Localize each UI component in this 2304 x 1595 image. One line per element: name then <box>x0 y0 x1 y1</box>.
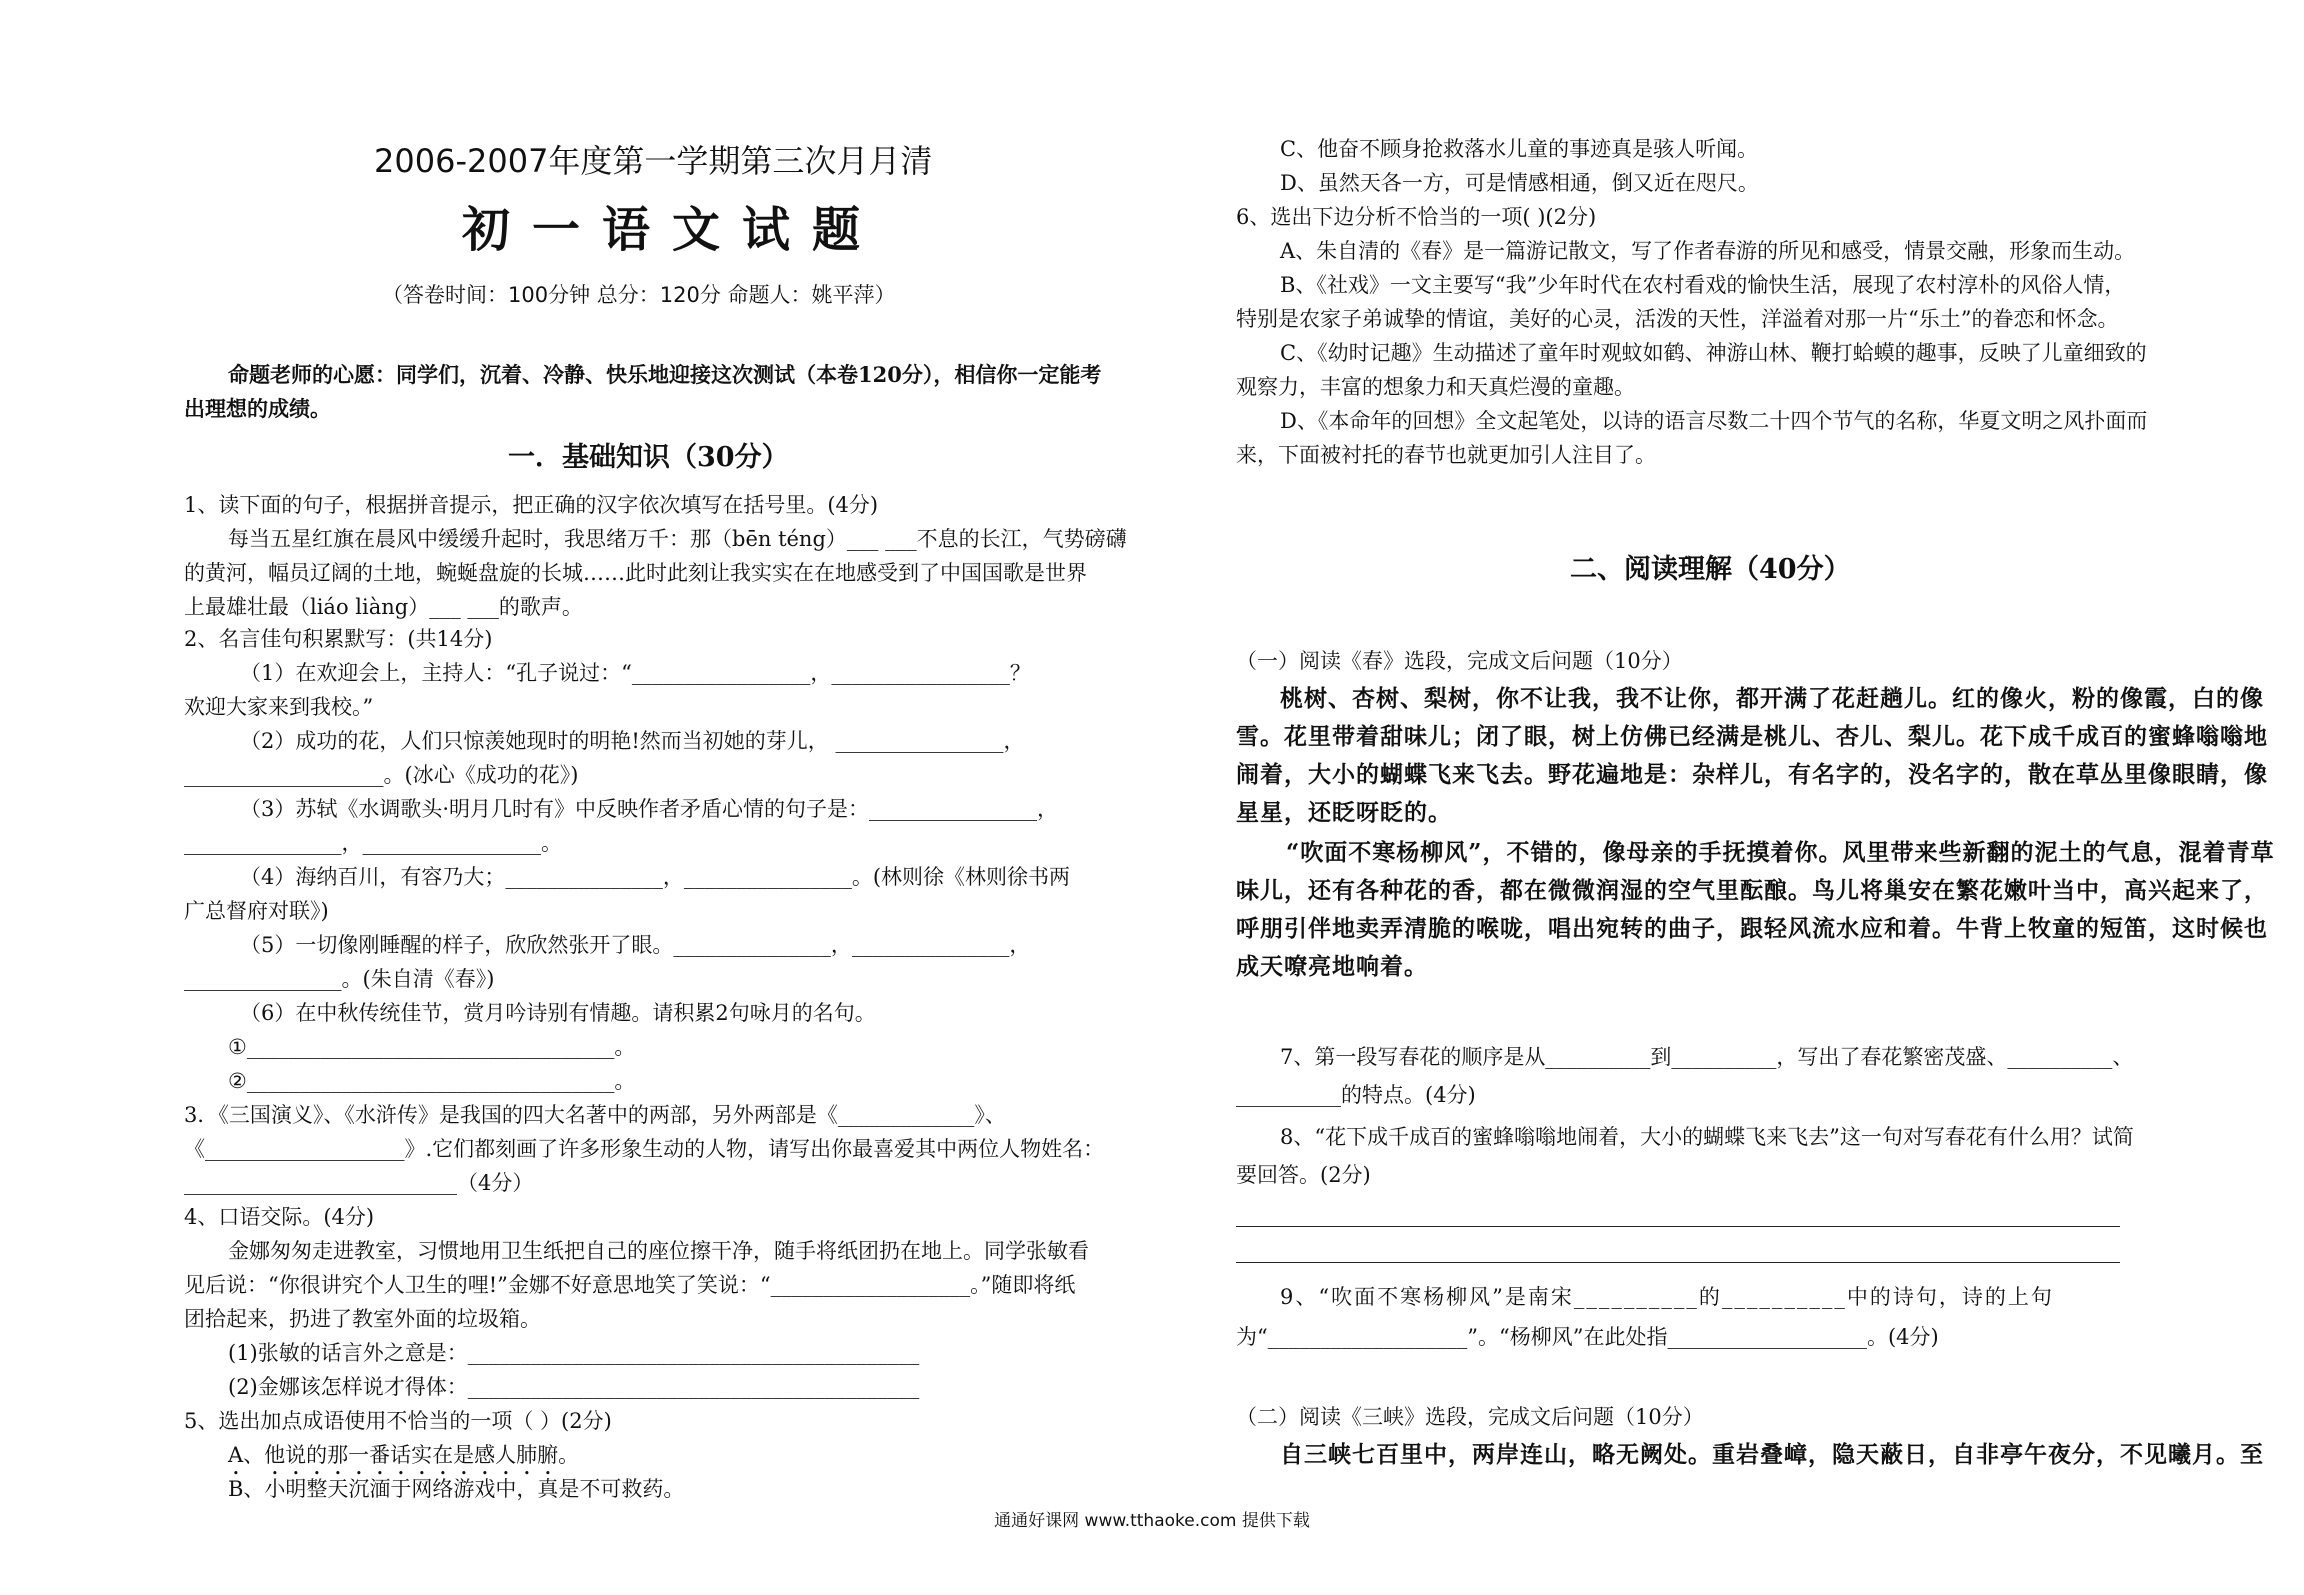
q4-subquestion: (2)金娜该怎样说才得体：___________________________________________ <box>228 1375 920 1399</box>
q5-option-a: A、他说的那一番话实在是感人肺腑。 <box>228 1443 580 1467</box>
question-8-cont: 要回答。(2分) <box>1236 1163 1371 1187</box>
q2-item: （1）在欢迎会上，主持人：“孔子说过：“_________________，_________________？ <box>240 661 1031 685</box>
question-1: 1、读下面的句子，根据拼音提示，把正确的汉字依次填写在括号里。(4分) <box>184 493 879 517</box>
q1-text-line: 每当五星红旗在晨风中缓缓升起时，我思绪万千：那（bēn téng）___ ___不息的长江，气势磅礴 <box>228 527 1127 551</box>
q2-item: （5）一切像刚睡醒的样子，欣欣然张开了眼。_______________，_______________， <box>240 933 1031 957</box>
q2-answer-line: ②___________________________________。 <box>228 1069 636 1093</box>
teacher-wish-line2: 出理想的成绩。 <box>184 396 331 421</box>
q6-option: 特别是农家子弟诚挚的情谊，美好的心灵，活泼的天性，洋溢着对那一片“乐土”的眷恋和怀念。 <box>1236 307 2119 331</box>
exam-info: （答卷时间：100分钟 总分：120分 命题人：姚平萍） <box>382 283 896 307</box>
reading-1-line: 成天嘹亮地响着。 <box>1236 953 1428 980</box>
q2-item: _______________。(朱自清《春》) <box>184 967 495 991</box>
q4-text-line: 团拾起来，扔进了教室外面的垃圾箱。 <box>184 1307 541 1331</box>
q6-option: B、《社戏》一文主要写“我”少年时代在农村看戏的愉快生活，展现了农村淳朴的风俗人情， <box>1280 273 2126 297</box>
q2-item: 欢迎大家来到我校。” <box>184 695 374 719</box>
q5-option-d: D、虽然天各一方，可是情感相通，倒又近在咫尺。 <box>1280 171 1759 195</box>
q2-item: （6）在中秋传统佳节，赏月吟诗别有情趣。请积累2句咏月的名句。 <box>240 1001 876 1025</box>
q2-answer-line: ①___________________________________。 <box>228 1035 636 1059</box>
question-3: 3．《三国演义》、《水浒传》是我国的四大名著中的两部，另外两部是《_____________》、 <box>184 1103 1006 1127</box>
q6-option: C、《幼时记趣》生动描述了童年时观蚊如鹤、神游山林、鞭打蛤蟆的趣事，反映了儿童细致的 <box>1280 341 2147 365</box>
q2-item: ___________________。(冰心《成功的花》) <box>184 763 579 787</box>
teacher-wish-line1: 命题老师的心愿：同学们，沉着、冷静、快乐地迎接这次测试（本卷120分），相信你一定能考 <box>228 362 1102 387</box>
question-2: 2、名言佳句积累默写：(共14分) <box>184 627 493 651</box>
exam-title-line1: 2006-2007年度第一学期第三次月月清 <box>374 142 933 180</box>
q8-answer-line[interactable] <box>1236 1226 2120 1227</box>
q6-option: D、《本命年的回想》全文起笔处，以诗的语言尽数二十四个节气的名称，华夏文明之风扑面而 <box>1280 409 2148 433</box>
q3-text-line: __________________________（4分） <box>184 1171 534 1195</box>
q1-text-line: 的黄河，幅员辽阔的土地，蜿蜒盘旋的长城……此时此刻让我实实在在地感受到了中国国歌是世界 <box>184 561 1087 585</box>
q5-option-c: C、他奋不顾身抢救落水儿童的事迹真是骇人听闻。 <box>1280 137 1759 161</box>
reading-1-line: 雪。花里带着甜味儿；闭了眼，树上仿佛已经满是桃儿、杏儿、梨儿。花下成千成百的蜜蜂嗡嗡地 <box>1236 723 2268 750</box>
q2-item: （4）海纳百川，有容乃大；_______________，________________。(林则徐《林则徐书两 <box>240 865 1071 889</box>
reading-2-line: 自三峡七百里中，两岸连山，略无阙处。重岩叠嶂，隐天蔽日，自非亭午夜分，不见曦月。至 <box>1280 1441 2264 1468</box>
question-7: 7、第一段写春花的顺序是从__________到__________，写出了春花繁密茂盛、__________、 <box>1280 1045 2134 1069</box>
question-4: 4、口语交际。(4分) <box>184 1205 375 1229</box>
reading-1-line: “吹面不寒杨柳风”，不错的，像母亲的手抚摸着你。风里带来些新翻的泥土的气息，混着青草 <box>1286 839 2275 866</box>
reading-1-line: 桃树、杏树、梨树，你不让我，我不让你，都开满了花赶趟儿。红的像火，粉的像霞，白的像 <box>1280 685 2264 712</box>
section-heading-reading: 二、阅读理解（40分） <box>1570 554 1851 585</box>
question-8: 8、“花下成千成百的蜜蜂嗡嗡地闹着，大小的蝴蝶飞来飞去”这一句对写春花有什么用？试简 <box>1280 1125 2134 1149</box>
q6-option: 观察力，丰富的想象力和天真烂漫的童趣。 <box>1236 375 1635 399</box>
reading-1-line: 星星，还眨呀眨的。 <box>1236 799 1452 826</box>
question-9-cont: 为“___________________”。“杨柳风”在此处指___________________。(4分) <box>1236 1325 1939 1349</box>
question-7-cont: __________的特点。(4分) <box>1236 1083 1476 1107</box>
q3-text-line: 《___________________》.它们都刻画了许多形象生动的人物，请写出你最喜爱其中两位人物姓名： <box>184 1137 1105 1161</box>
reading-1-line: 味儿，还有各种花的香，都在微微润湿的空气里酝酿。鸟儿将巢安在繁花嫩叶当中，高兴起来了， <box>1236 877 2268 904</box>
q8-answer-line[interactable] <box>1236 1262 2120 1263</box>
q2-item: （2）成功的花，人们只惊羡她现时的明艳!然而当初她的芽儿， ________________， <box>240 729 1025 753</box>
q2-item: （3）苏轼《水调歌头·明月几时有》中反映作者矛盾心情的句子是：________________， <box>240 797 1059 821</box>
reading-2-heading: （二）阅读《三峡》选段，完成文后问题（10分） <box>1236 1405 1704 1429</box>
question-9: 9、“吹面不寒杨柳风”是南宋__________的__________中的诗句，诗的上句 <box>1280 1285 2054 1309</box>
section-heading-basic: 一．基础知识（30分） <box>508 442 789 473</box>
q6-option: A、朱自清的《春》是一篇游记散文，写了作者春游的所见和感受，情景交融，形象而生动。 <box>1280 239 2136 263</box>
reading-1-line: 呼朋引伴地卖弄清脆的喉咙，唱出宛转的曲子，跟轻风流水应和着。牛背上牧童的短笛，这时候也 <box>1236 915 2268 942</box>
footer-credit: 通通好课网 www.tthaoke.com 提供下载 <box>994 1511 1310 1531</box>
q4-text-line: 金娜匆匆走进教室，习惯地用卫生纸把自己的座位擦干净，随手将纸团扔在地上。同学张敏看 <box>228 1239 1089 1263</box>
question-6: 6、选出下边分析不恰当的一项( )(2分) <box>1236 205 1597 229</box>
q5-option-b: B、小明整天沉湎于网络游戏中，真是不可救药。 <box>228 1477 685 1501</box>
q1-text-line: 上最雄壮最（liáo liàng）___ ___的歌声。 <box>184 595 583 619</box>
q4-text-line: 见后说：“你很讲究个人卫生的哩!”金娜不好意思地笑了笑说：“___________________。”随即将纸 <box>184 1273 1076 1297</box>
exam-title-line2: 初一语文试题 <box>462 202 883 258</box>
q2-item: _______________，_________________。 <box>184 831 562 855</box>
question-5: 5、选出加点成语使用不恰当的一项（ ）(2分) <box>184 1409 612 1433</box>
reading-1-heading: （一）阅读《春》选段，完成文后问题（10分） <box>1236 649 1683 673</box>
reading-1-line: 闹着，大小的蝴蝶飞来飞去。野花遍地是：杂样儿，有名字的，没名字的，散在草丛里像眼睛，像 <box>1236 761 2268 788</box>
q4-subquestion: (1)张敏的话言外之意是：___________________________________________ <box>228 1341 920 1365</box>
q2-item: 广总督府对联》) <box>184 899 329 923</box>
q6-option: 来，下面被衬托的春节也就更加引人注目了。 <box>1236 443 1656 467</box>
